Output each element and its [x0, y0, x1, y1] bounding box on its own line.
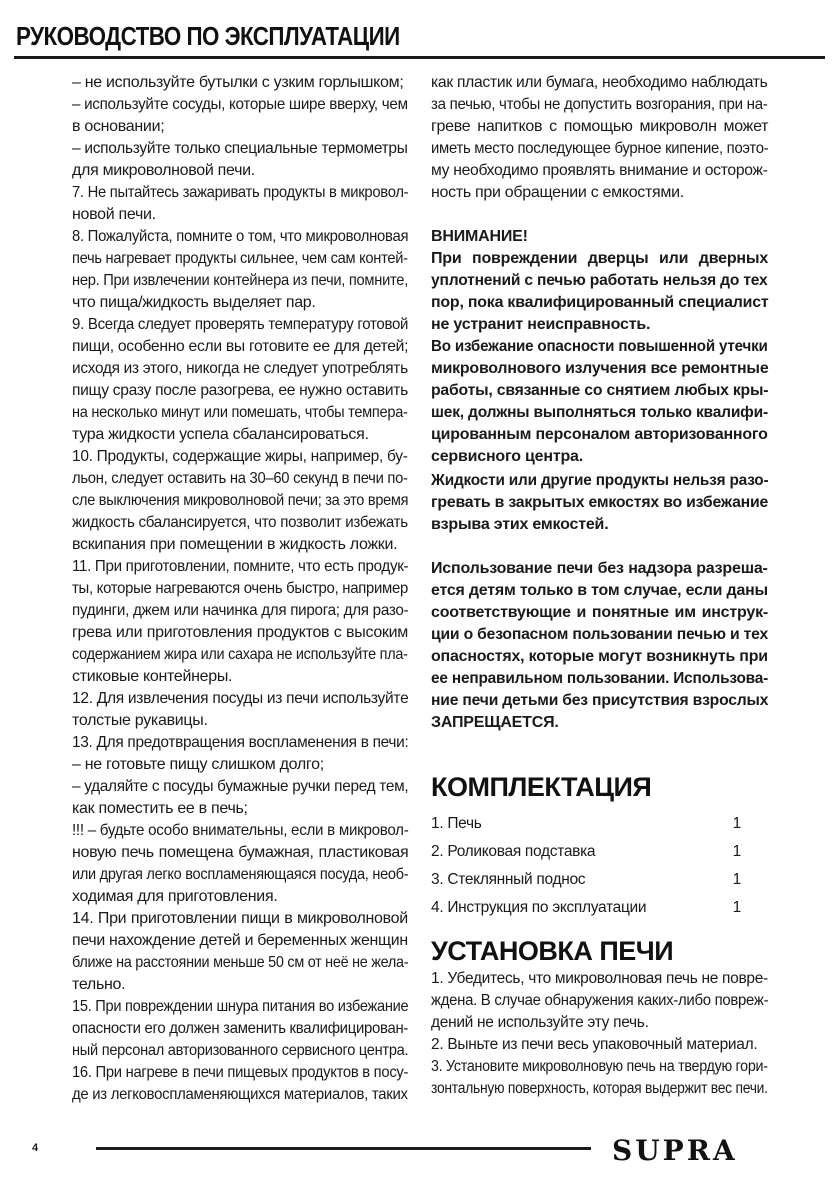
warning-line: ЗАПРЕЩАЕТСЯ.	[431, 714, 559, 731]
warning-line: взрыва этих емкостей.	[431, 516, 609, 533]
left-text-line: де из легковоспламеняющихся материалов, таких	[72, 1086, 408, 1103]
left-text-line: 16. При нагреве в печи пищевых продуктов в посу-	[72, 1064, 409, 1081]
right-intro-line: за печью, чтобы не допустить возгорания, при на-	[431, 96, 768, 113]
left-text-line: ты, которые нагреваются очень быстро, например	[72, 580, 409, 597]
left-text-line: – не используйте бутылки с узким горлышком;	[72, 74, 404, 91]
left-text-line: тура жидкости успела сбалансироваться.	[72, 426, 369, 443]
warning-line: микроволнового излучения все ремонтные	[431, 360, 769, 377]
kit-item-quantity: 1	[732, 843, 741, 860]
kit-item-name: 3. Стеклянный поднос	[431, 871, 586, 888]
right-column-intro-text	[431, 72, 768, 204]
page-number: 4	[32, 1142, 39, 1154]
warning-line: ние печи детьми без присутствия взрослых	[431, 692, 769, 709]
left-text-line: 8. Пожалуйста, помните о том, что микроволновая	[72, 228, 409, 245]
right-intro-line: му необходимо проявлять внимание и осторож-	[431, 162, 768, 179]
left-text-line: ходимая для приготовления.	[72, 888, 278, 905]
install-line: ждена. В случае обнаружения каких-либо повреж-	[431, 992, 769, 1009]
left-text-line: 9. Всегда следует проверять температуру готовой	[72, 316, 409, 333]
left-text-line: 10. Продукты, содержащие жиры, например, бу-	[72, 448, 408, 465]
warning-line: Во избежание опасности повышенной утечки	[431, 338, 768, 355]
warning-line: шек, должны выполняться только квалифи-	[431, 404, 768, 421]
left-text-line: 15. При повреждении шнура питания во избежание	[72, 998, 409, 1015]
left-text-line: опасности его должен заменить квалифицирован-	[72, 1020, 409, 1037]
install-line: 1. Убедитесь, что микроволновая печь не повре-	[431, 970, 768, 987]
install-line: 2. Выньте из печи весь упаковочный материал.	[431, 1036, 758, 1053]
warning-line: ции о безопасном пользовании печью и тех	[431, 626, 769, 643]
warning-line: При повреждении дверцы или дверных	[431, 250, 769, 267]
left-column-text	[72, 72, 408, 1106]
kit-item	[431, 894, 741, 922]
warning-title: ВНИМАНИЕ!	[431, 228, 528, 245]
left-text-line: – используйте сосуды, которые шире вверху, чем	[72, 96, 408, 113]
left-text-line: тельно.	[72, 976, 126, 993]
install-line: 3. Установите микроволновую печь на твердую гори-	[431, 1058, 768, 1075]
left-text-line: – используйте только специальные термометры	[72, 140, 408, 157]
warning-block-closed-containers	[431, 470, 768, 536]
left-text-line: стиковые контейнеры.	[72, 668, 233, 685]
left-text-line: жидкость сбалансируется, что позволит избежать	[72, 514, 408, 531]
right-column	[431, 72, 768, 1100]
install-section-title: УСТАНОВКА ПЕЧИ	[431, 936, 674, 966]
left-text-line: пищу сразу после разогрева, ее нужно оставить	[72, 382, 408, 399]
left-text-line: печь нагревает продукты сильнее, чем сам контей-	[72, 250, 408, 267]
right-intro-line: как пластик или бумага, необходимо наблюдать	[431, 74, 768, 91]
page-header-title: РУКОВОДСТВО ПО ЭКСПЛУАТАЦИИ	[16, 21, 400, 51]
left-text-line: на несколько минут или помешать, чтобы темпера-	[72, 404, 408, 421]
left-text-line: льон, следует оставить на 30–60 секунд в печи по-	[72, 470, 408, 487]
left-text-line: ближе на расстоянии меньше 50 см от неё не жела-	[72, 954, 409, 971]
left-text-line: 14. При приготовлении пищи в микроволновой	[72, 910, 408, 927]
kit-item-quantity: 1	[732, 899, 741, 916]
warning-line: работы, связанные со снятием любых кры-	[431, 382, 769, 399]
warning-line: гревать в закрытых емкостях во избежание	[431, 494, 769, 511]
kit-item	[431, 866, 741, 894]
left-text-line: исходя из этого, никогда не следует употреблять	[72, 360, 408, 377]
left-text-line: пудинги, джем или начинка для пирога; для разо-	[72, 602, 409, 619]
kit-item-name: 2. Роликовая подставка	[431, 843, 596, 860]
left-text-line: – удаляйте с посуды бумажные ручки перед тем,	[72, 778, 409, 795]
kit-item-quantity: 1	[732, 815, 741, 832]
warning-line: Использование печи без надзора разреша-	[431, 560, 768, 577]
left-text-line: содержанием жира или сахара не используйте пла-	[72, 646, 408, 663]
left-text-line: как поместить ее в печь;	[72, 800, 248, 817]
kit-item-name: 1. Печь	[431, 815, 482, 832]
left-text-line: нер. При извлечении контейнера из печи, помните,	[72, 272, 409, 289]
left-text-line: сле выключения микроволновой печи; за это время	[72, 492, 409, 509]
right-intro-line: иметь место последующее бурное кипение, поэто-	[431, 140, 769, 157]
kit-item-name: 4. Инструкция по эксплуатации	[431, 899, 647, 916]
footer-divider	[96, 1147, 591, 1150]
left-column	[72, 72, 408, 1106]
left-text-line: 12. Для извлечения посуды из печи используйте	[72, 690, 409, 707]
left-text-line: толстые рукавицы.	[72, 712, 208, 729]
left-text-line: новую печь помещена бумажная, пластиковая	[72, 844, 409, 861]
left-text-line: !!! – будьте особо внимательны, если в микровол-	[72, 822, 409, 839]
install-text	[431, 968, 768, 1100]
warning-line: сервисного центра.	[431, 448, 584, 465]
left-text-line: – не готовьте пищу слишком долго;	[72, 756, 324, 773]
kit-list	[431, 810, 741, 922]
left-text-line: в основании;	[72, 118, 165, 135]
install-line: дений не используйте эту печь.	[431, 1014, 649, 1031]
kit-item	[431, 810, 741, 838]
supra-logo: SUPRA	[612, 1134, 738, 1167]
left-text-line: 7. Не пытайтесь зажаривать продукты в микровол-	[72, 184, 409, 201]
warning-line: цированным персоналом авторизованного	[431, 426, 768, 443]
right-intro-line: греве напитков с помощью микроволн может	[431, 118, 769, 135]
warning-line: опасностях, которые могут возникнуть при	[431, 648, 768, 665]
warning-line: Жидкости или другие продукты нельзя разо-	[431, 472, 769, 489]
left-text-line: вскипания при помещении в жидкость ложки.	[72, 536, 398, 553]
warning-line: ее неправильном пользовании. Использова-	[431, 670, 769, 687]
warning-block-door	[431, 248, 768, 468]
warning-line: соответствующие и понятные им инструк-	[431, 604, 769, 621]
left-text-line: что пища/жидкость выделяет пар.	[72, 294, 316, 311]
left-text-line: ный персонал авторизованного сервисного центра.	[72, 1042, 409, 1059]
install-line: зонтальную поверхность, которая выдержит вес печи.	[431, 1080, 768, 1097]
left-text-line: печи нахождение детей и беременных женщин	[72, 932, 408, 949]
kit-item	[431, 838, 741, 866]
warning-line: уплотнений с печью работать нельзя до тех	[431, 272, 768, 289]
warning-line: пор, пока квалифицированный специалист	[431, 294, 769, 311]
warning-line: ется детям только в том случае, если даны	[431, 582, 768, 599]
warning-block-children	[431, 558, 768, 734]
left-text-line: или другая легко воспламеняющаяся посуда, необ-	[72, 866, 409, 883]
left-text-line: 13. Для предотвращения воспламенения в печи:	[72, 734, 409, 751]
left-text-line: для микроволновой печи.	[72, 162, 255, 179]
warning-line: не устранит неисправность.	[431, 316, 651, 333]
left-text-line: новой печи.	[72, 206, 156, 223]
kit-item-quantity: 1	[732, 871, 741, 888]
left-text-line: грева или приготовления продуктов с высоким	[72, 624, 408, 641]
left-text-line: 11. При приготовлении, помните, что есть продук-	[72, 558, 409, 575]
left-text-line: пищи, особенно если вы готовите ее для детей;	[72, 338, 409, 355]
right-intro-line: ность при обращении с емкостями.	[431, 184, 684, 201]
header-divider	[14, 56, 825, 59]
kit-section-title: КОМПЛЕКТАЦИЯ	[431, 772, 652, 802]
